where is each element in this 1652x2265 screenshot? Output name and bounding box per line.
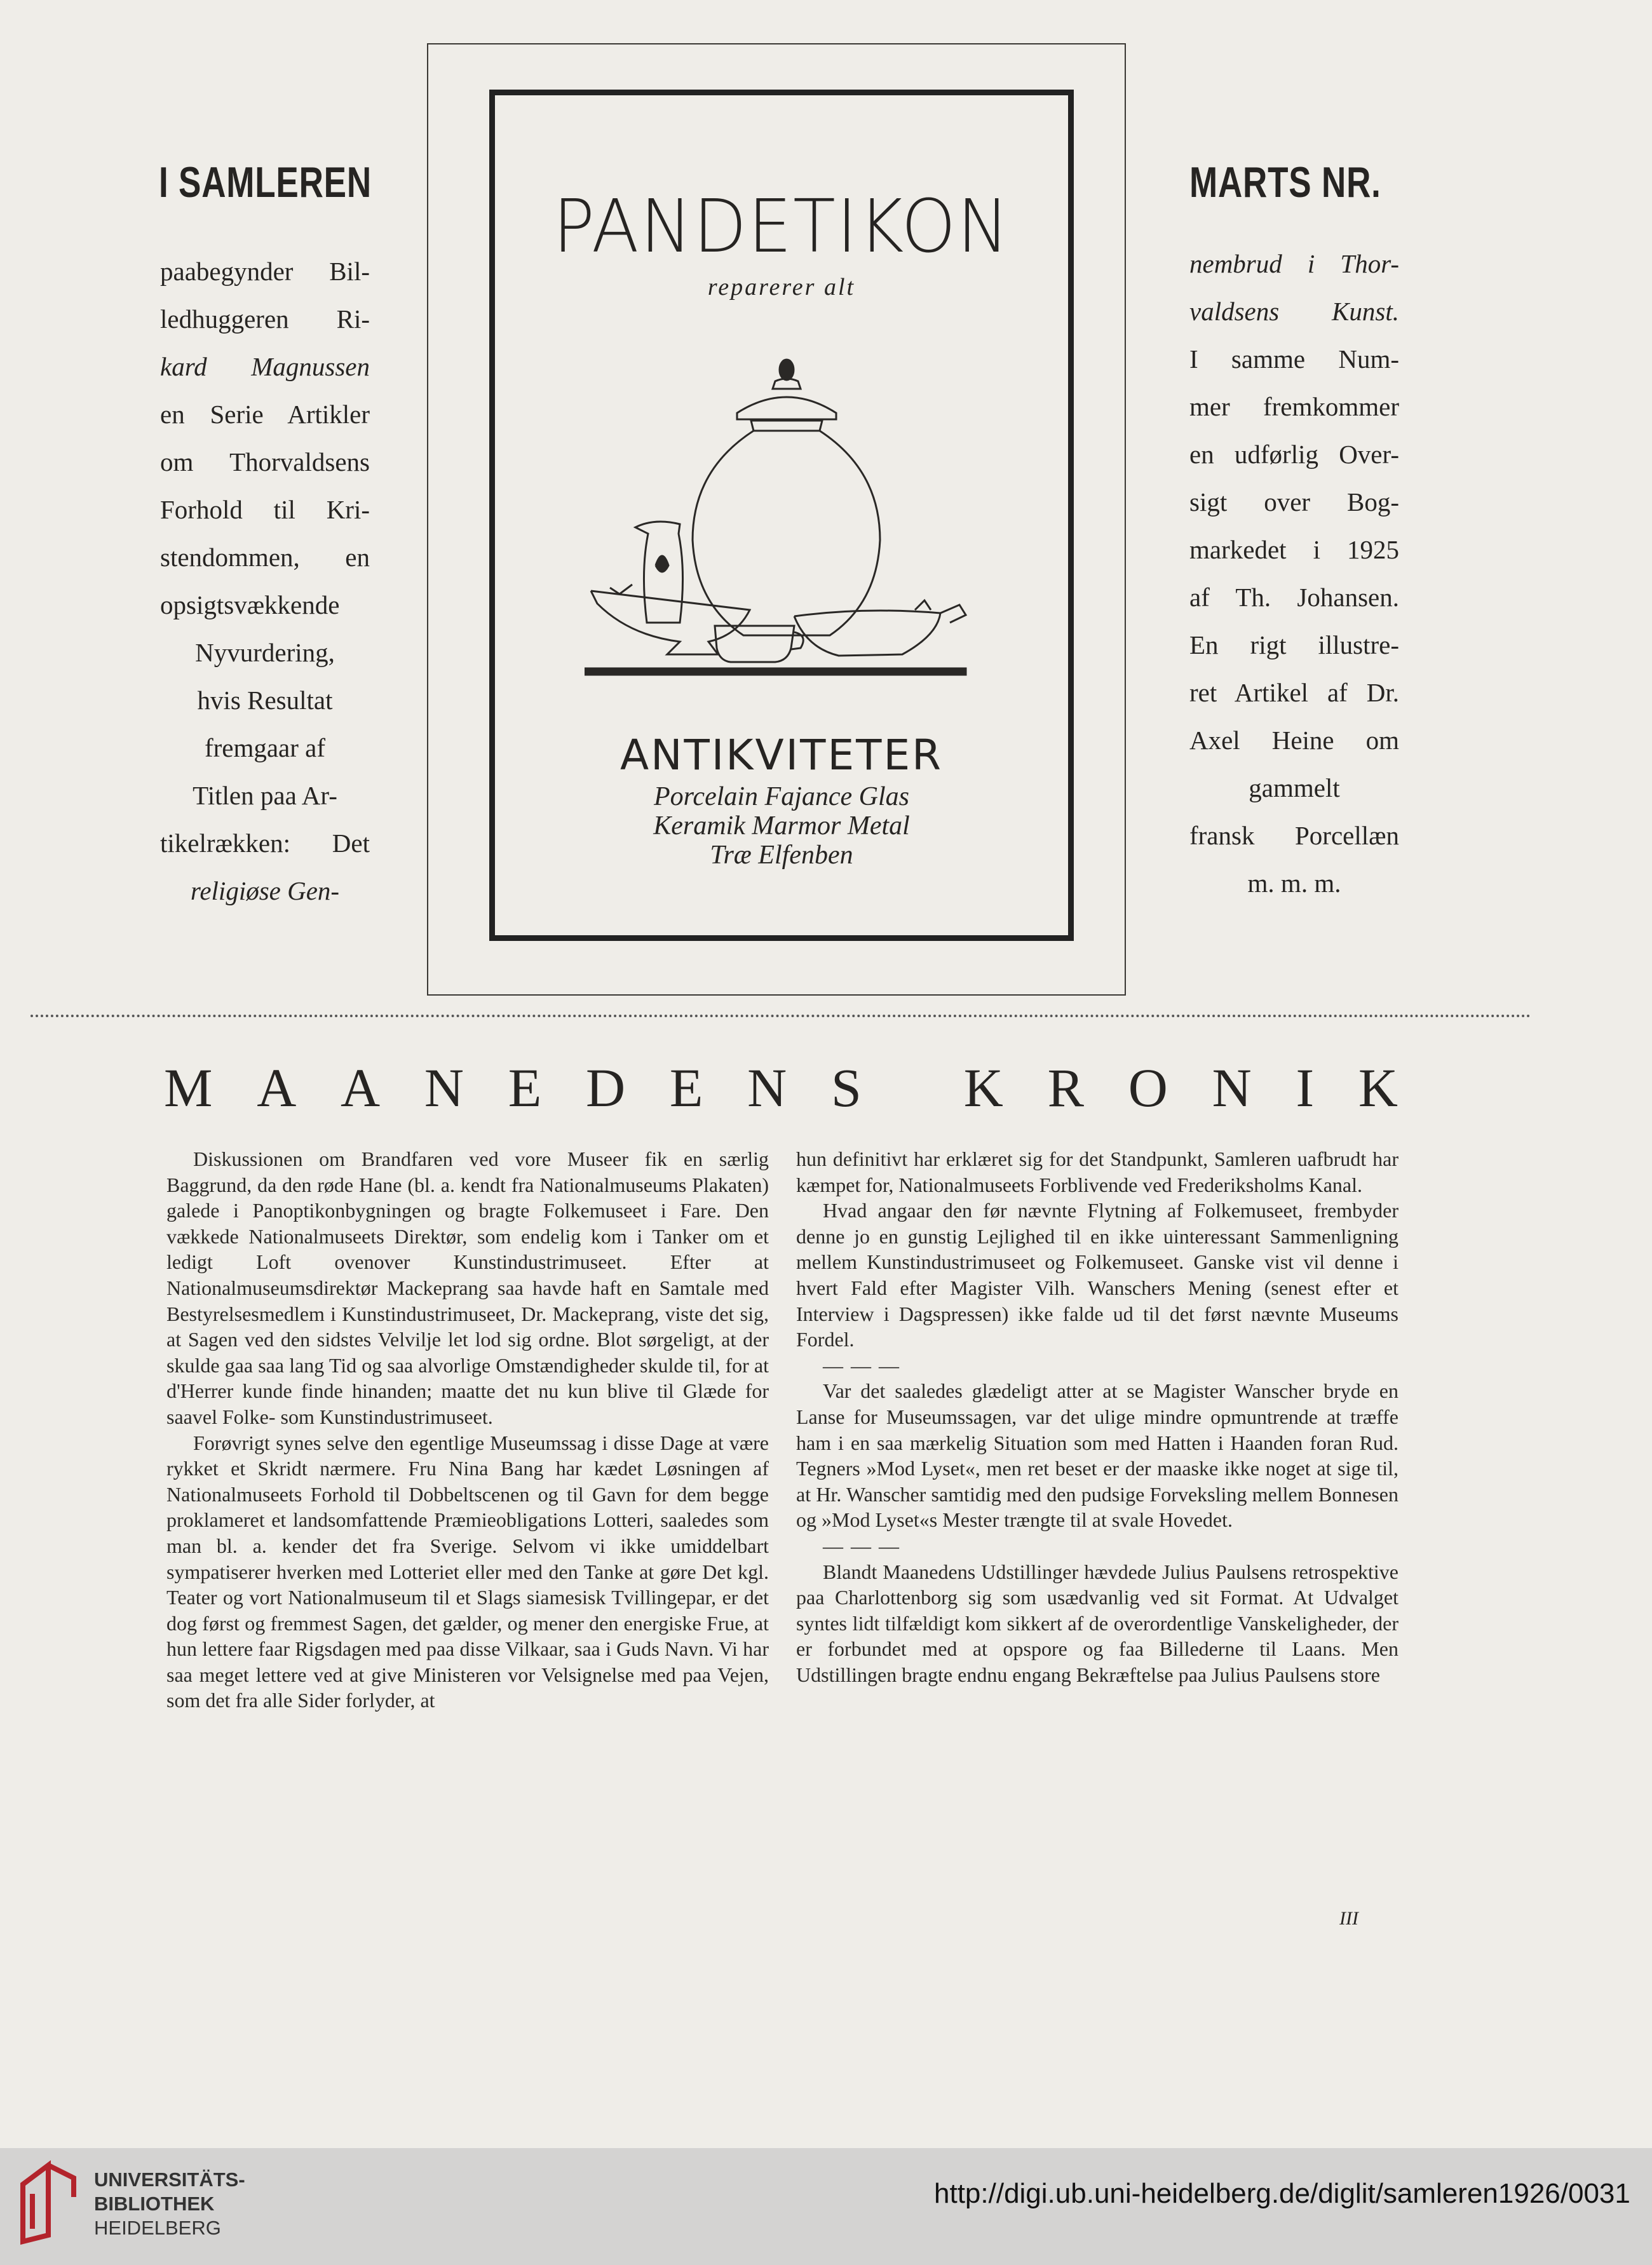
- advert-materials-line: Keramik Marmor Metal: [653, 811, 910, 841]
- right-column-text: [1189, 240, 1399, 907]
- logo-line: BIBLIOTHEK: [94, 2193, 215, 2215]
- right-line: nembrud i Thor-: [1189, 249, 1399, 278]
- heading-letter: E: [669, 1057, 703, 1118]
- right-line: af Th. Johansen.: [1189, 583, 1399, 612]
- right-line: valdsens Kunst.: [1189, 297, 1399, 326]
- left-line: tikelrækken: Det: [160, 828, 370, 858]
- right-line: gammelt: [1249, 773, 1340, 802]
- article-paragraph: Var det saaledes glædeligt atter at se Magister Wanscher bryde en Lanse for Museumssagen, var det ulige mindre opmuntrende at træffe ham i en saa mærkelig Situation som med Hatten i Haanden foran Rud. Tegners »Mod Lyset«, men ret beset er der maaske ikke noget at sige til, at Hr. Wanscher samtidig med den pudsige Forveksling mellem Bonnesen og »Mod Lyset«s Mester trængte til at svale Hovedet.: [796, 1379, 1398, 1532]
- left-line: Forhold til Kri-: [160, 495, 370, 524]
- right-line: Axel Heine om: [1189, 726, 1399, 755]
- left-line: om Thorvaldsens: [160, 447, 370, 477]
- advert-subtitle: reparerer alt: [707, 274, 856, 301]
- article-paragraph: Diskussionen om Brandfaren ved vore Museer fik en særlig Baggrund, da den røde Hane (bl. a. kendt fra Nationalmuseums Plakaten) galede i Panoptikonbygningen og bragte Folkemuseet i Fare. Den vækkede Nationalmuseets Direktør, som endelig kom i Tanker om et ledigt Loft ovenover Kunstindustrimuseet. Efter at Nationalmuseumsdirektør Mackeprang saa havde haft en Samtale med Bestyrelsesmedlem i Kunstindustrimuseet, Dr. Mackeprang, viste det sig, at Sagen ved den sidstes Velvilje let lod sig ordne. Blot sørgeligt, at der skulde gaa saa lang Tid og saa alvorlige Omstændigheder skulde til, for at d'Herrer kunde finde hinanden; maatte det nu kun blive til Glæde for saavel Folke- som Kunstindustrimuseet.: [166, 1147, 769, 1428]
- left-line: ledhuggeren Ri-: [160, 304, 370, 334]
- article-paragraph: Hvad angaar den før nævnte Flytning af Folkemuseet, frembyder denne jo en gunstig Lejlighed til en ikke uinteressant Sammenligning mellem Kunstindustrimuseet og Folkemuseet. Ganske vist vil denne i hvert Fald efter Magister Vilh. Wanschers Mening (senest efter et Interview i Dagspressen) ikke falde ud til det først nævnte Museums Fordel.: [796, 1199, 1398, 1351]
- heading-letter: O: [1128, 1057, 1168, 1118]
- article-paragraph: Forøvrigt synes selve den egentlige Museumssag i disse Dage at være rykket et Skridt nærmere. Fru Nina Bang har kædet Løsningen af Nationalmuseets Forhold til Dobbeltscenen og til Gavn for dem begge proklameret et landsomfattende Præmieobligations Lotteri, saaledes som man bl. a. kender det fra Sverige. Selvom vi ikke umiddelbart sympatiserer hverken med Lotteriet eller med den Tanke at gøre Det kgl. Teater og vort Nationalmuseum til et Slags siamesisk Tvillingepar, er det dog først og fremmest Sagen, det gælder, og mener den energiske Frue, at hun lettere faar Rigsdagen med paa disse Vilkaar, saa i Guds Navn. Vi har saa meget lettere ved at give Ministeren vor Velsignelse med paa Vejen, som det fra alle Sider forlyder, at: [166, 1431, 769, 1712]
- heading-letter: A: [257, 1057, 297, 1118]
- heading-letter: K: [1358, 1057, 1398, 1118]
- right-line: en udførlig Over-: [1189, 440, 1399, 469]
- heading-letter: R: [1047, 1057, 1085, 1118]
- left-column-text: [160, 248, 370, 915]
- left-line: opsigtsvækkende: [160, 590, 340, 619]
- source-url-link[interactable]: http://digi.ub.uni-heidelberg.de/diglit/samleren1926/0031: [934, 2178, 1630, 2209]
- right-line: sigt over Bog-: [1189, 487, 1399, 517]
- left-line: kard Magnussen: [160, 352, 370, 381]
- heading-letter: N: [1212, 1057, 1252, 1118]
- section-separator: — — —: [823, 1534, 900, 1557]
- heading-letter: A: [341, 1057, 381, 1118]
- right-line: mer fremkommer: [1189, 392, 1399, 421]
- right-line: fransk Porcellæn: [1189, 821, 1399, 850]
- right-line: markedet i 1925: [1189, 535, 1399, 564]
- logo-line: UNIVERSITÄTS-: [94, 2168, 245, 2191]
- left-line: stendommen, en: [160, 543, 370, 572]
- heading-letter: N: [424, 1057, 464, 1118]
- right-column-heading: MARTS NR.: [1189, 158, 1381, 206]
- library-logo-icon: [17, 2159, 83, 2248]
- heading-letter: [906, 1056, 920, 1119]
- left-column-heading: I SAMLEREN: [159, 158, 372, 206]
- dotted-divider: [30, 1015, 1531, 1017]
- heading-letter: I: [1296, 1057, 1315, 1118]
- heading-letter: K: [963, 1057, 1003, 1118]
- left-line: Titlen paa Ar-: [193, 781, 337, 810]
- article-paragraph: Blandt Maanedens Udstillinger hævdede Julius Paulsens retrospektive paa Charlottenborg sig som usædvanlig ved sit Format. At Udvalget syntes lidt tilfældigt kom sikkert af de overordentlige Vanskeligheder, der er forbundet med at opspore og faa Billederne til Laans. Men Udstillingen bragte endnu engang Bekræftelse paa Julius Paulsens store: [796, 1560, 1398, 1686]
- heading-letter: D: [586, 1057, 626, 1118]
- left-line: hvis Resultat: [197, 686, 333, 715]
- heading-letter: S: [830, 1057, 862, 1118]
- library-logo-text: [94, 2168, 245, 2240]
- right-line: En rigt illustre-: [1189, 630, 1399, 659]
- article-column-2: [796, 1146, 1398, 1687]
- article-paragraph: hun definitivt har erklæret sig for det Standpunkt, Samleren uafbrudt har kæmpet for, Nationalmuseets Forblivende ved Frederiksholms Kanal.: [796, 1147, 1398, 1196]
- advert-materials-line: Porcelain Fajance Glas: [653, 782, 909, 811]
- right-line: m. m. m.: [1247, 869, 1341, 898]
- left-line: en Serie Artikler: [160, 400, 370, 429]
- heading-letter: E: [508, 1057, 542, 1118]
- section-separator: — — —: [823, 1353, 900, 1377]
- heading-letter: M: [164, 1057, 213, 1118]
- left-line: Nyvurdering,: [195, 638, 335, 667]
- article-column-1: [166, 1146, 769, 1714]
- left-line: paabegynder Bil-: [160, 257, 370, 286]
- advert-title: PANDETIKON: [553, 184, 1010, 269]
- vase-illustration: [585, 356, 991, 686]
- advert-antikviteter: ANTIKVITETER: [620, 731, 944, 780]
- right-line: I samme Num-: [1189, 344, 1399, 374]
- left-line: fremgaar af: [204, 733, 326, 762]
- heading-letter: N: [747, 1057, 787, 1118]
- section-heading: [164, 1056, 1398, 1119]
- page-number: III: [1339, 1908, 1358, 1929]
- right-line: ret Artikel af Dr.: [1189, 678, 1399, 707]
- logo-line: HEIDELBERG: [94, 2217, 221, 2239]
- left-line: religiøse Gen-: [190, 876, 340, 905]
- advert-materials-line: Træ Elfenben: [710, 841, 853, 870]
